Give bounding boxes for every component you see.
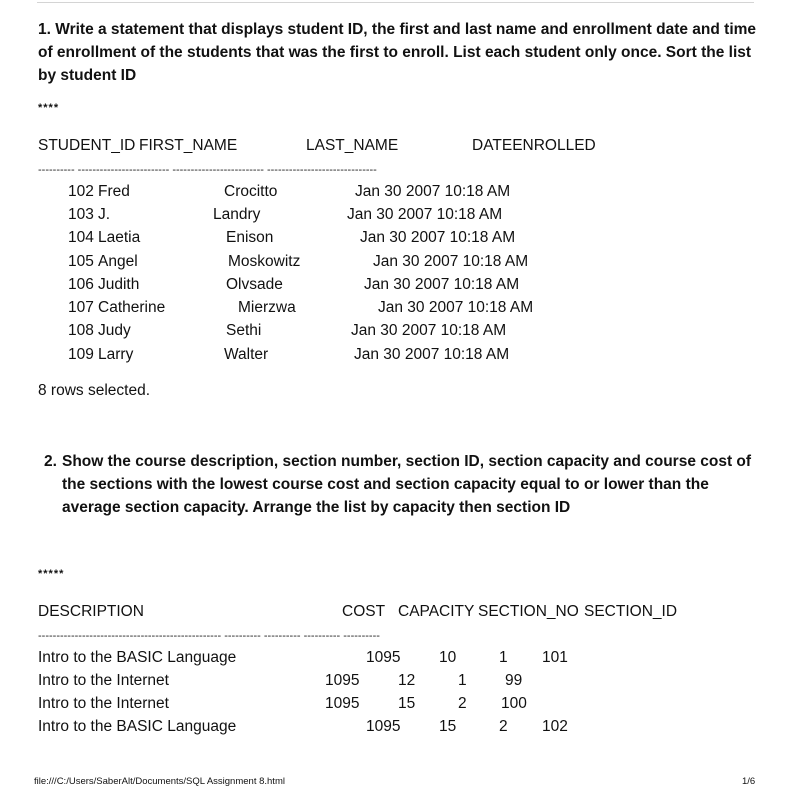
cell-date-enrolled: Jan 30 2007 10:18 AM — [364, 276, 520, 293]
cell-description: Intro to the Internet — [38, 695, 169, 712]
cell-cost: 1095 — [325, 695, 360, 712]
cell-first-name: Fred — [98, 183, 130, 200]
footer-file-path: file:///C:/Users/SaberAlt/Documents/SQL Assignment 8.html — [34, 776, 285, 787]
cell-capacity: 15 — [439, 718, 457, 735]
footer-page-number: 1/6 — [742, 776, 756, 787]
header-capacity: CAPACITY — [398, 603, 475, 620]
cell-date-enrolled: Jan 30 2007 10:18 AM — [347, 206, 503, 223]
cell-student-id: 104 — [68, 229, 94, 246]
cell-last-name: Olvsade — [226, 276, 283, 293]
header-section-no: SECTION_NO — [478, 603, 579, 620]
cell-last-name: Mierzwa — [238, 299, 296, 316]
cell-first-name: J. — [98, 206, 111, 223]
cell-date-enrolled: Jan 30 2007 10:18 AM — [378, 299, 534, 316]
cell-cost: 1095 — [366, 649, 401, 666]
cell-first-name: Catherine — [98, 299, 166, 316]
question-2-number: 2. — [44, 453, 57, 470]
cell-section-no: 2 — [458, 695, 467, 712]
cell-student-id: 109 — [68, 346, 94, 363]
question-2-text: Show the course description, section number, section ID, section capacity and course cost of the sections with the lowest course cost and section capacity equal to or lower than the average section capacity. Arrange the list by capacity then section ID — [62, 453, 752, 516]
cell-student-id: 103 — [68, 206, 94, 223]
cell-capacity: 15 — [398, 695, 416, 712]
cell-date-enrolled: Jan 30 2007 10:18 AM — [373, 253, 529, 270]
cell-date-enrolled: Jan 30 2007 10:18 AM — [360, 229, 516, 246]
cell-student-id: 105 — [68, 253, 94, 270]
cell-capacity: 10 — [439, 649, 457, 666]
cell-date-enrolled: Jan 30 2007 10:18 AM — [351, 322, 507, 339]
cell-first-name: Angel — [98, 253, 138, 270]
header-last-name: LAST_NAME — [306, 137, 399, 154]
cell-first-name: Judith — [98, 276, 140, 293]
cell-section-no: 1 — [499, 649, 508, 666]
cell-last-name: Crocitto — [224, 183, 278, 200]
header-section-id: SECTION_ID — [584, 603, 678, 620]
header-date-enrolled: DATEENROLLED — [472, 137, 596, 154]
cell-last-name: Moskowitz — [228, 253, 301, 270]
question-1-text: 1. Write a statement that displays student ID, the first and last name and enrollment date and time of enrollment of the students that was the first to enroll. List each student only once. Sort the list by student ID — [38, 21, 757, 84]
cell-student-id: 107 — [68, 299, 94, 316]
question-2-separator: ***** — [38, 568, 65, 580]
cell-last-name: Enison — [226, 229, 274, 246]
header-description: DESCRIPTION — [38, 603, 144, 620]
cell-date-enrolled: Jan 30 2007 10:18 AM — [354, 346, 510, 363]
top-rule — [37, 2, 754, 3]
question-1-separator: **** — [38, 102, 60, 114]
cell-cost: 1095 — [325, 672, 360, 689]
cell-first-name: Larry — [98, 346, 134, 363]
rows-selected-text: 8 rows selected. — [38, 382, 150, 399]
cell-section-id: 100 — [501, 695, 527, 712]
cell-student-id: 106 — [68, 276, 94, 293]
cell-student-id: 108 — [68, 322, 94, 339]
header-student-id: STUDENT_ID — [38, 137, 136, 154]
cell-description: Intro to the Internet — [38, 672, 169, 689]
cell-student-id: 102 — [68, 183, 94, 200]
question-1-dash-line: ---------- ------------------------- ------------------------- ------------------------------ — [38, 164, 377, 176]
cell-last-name: Walter — [224, 346, 269, 363]
cell-section-no: 2 — [499, 718, 508, 735]
cell-section-id: 101 — [542, 649, 568, 666]
cell-date-enrolled: Jan 30 2007 10:18 AM — [355, 183, 511, 200]
cell-description: Intro to the BASIC Language — [38, 649, 237, 666]
cell-capacity: 12 — [398, 672, 416, 689]
cell-first-name: Judy — [98, 322, 131, 339]
header-first-name: FIRST_NAME — [139, 137, 238, 154]
header-cost: COST — [342, 603, 386, 620]
cell-last-name: Sethi — [226, 322, 262, 339]
cell-section-id: 99 — [505, 672, 523, 689]
cell-section-id: 102 — [542, 718, 568, 735]
question-2-dash-line: -------------------------------------------------- ---------- ---------- ---------- ---------- — [38, 630, 380, 642]
cell-section-no: 1 — [458, 672, 467, 689]
cell-first-name: Laetia — [98, 229, 141, 246]
cell-cost: 1095 — [366, 718, 401, 735]
cell-last-name: Landry — [213, 206, 261, 223]
cell-description: Intro to the BASIC Language — [38, 718, 237, 735]
